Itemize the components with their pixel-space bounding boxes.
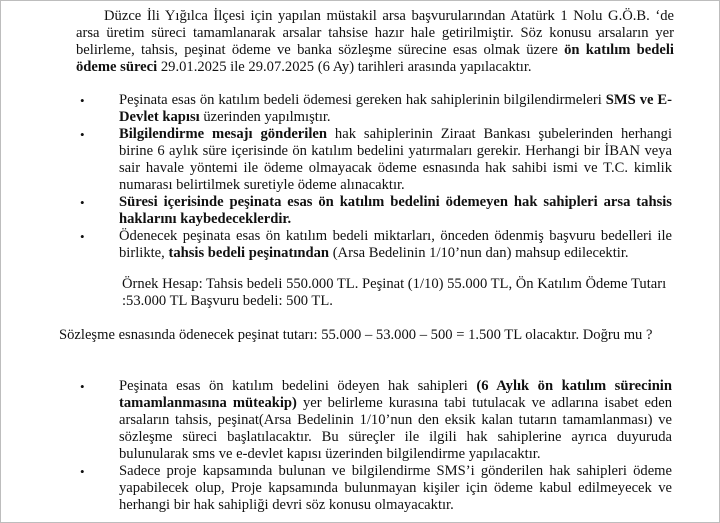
bullet-icon: • — [80, 464, 85, 479]
item-text: Ödenecek peşinata esas ön katılım bedeli miktarları, önceden ödenmiş başvuru bedelleri ile birlikte, — [119, 228, 672, 261]
item-text: Sadece proje kapsamında bulunan ve bilgilendirme SMS’i gönderilen hak sahipleri ödeme yapabilecek olup, Proje kapsamında bulunmayan kişiler için ödeme kabul edilmeyecek ve herhangi bir hak sahipliği devri söz konusu olmayacaktır. — [119, 463, 672, 513]
item-bold: Süresi içerisinde peşinata esas ön katılım bedelini ödemeyen hak sahipleri arsa tahsis haklarını kaybedeceklerdir. — [119, 194, 672, 227]
item-text: Peşinata esas ön katılım bedelini ödeyen hak sahipleri — [119, 378, 477, 394]
item-bold: SMS ve E-Devlet kapısı — [119, 92, 673, 125]
list-item — [80, 92, 672, 126]
item-bold: (6 Aylık ön katılım sürecinin tamamlanmasına müteakip) — [119, 378, 672, 411]
list-item — [80, 378, 672, 463]
example-calculation: Örnek Hesap: Tahsis bedeli 550.000 TL. Peşinat (1/10) 55.000 TL, Ön Katılım Ödeme Tutarı :53.000 TL Başvuru bedeli: 500 TL. — [122, 276, 667, 309]
list-item — [80, 126, 672, 194]
bullet-icon: • — [80, 379, 85, 394]
item-text: hak sahiplerinin Ziraat Bankası şubelerinden herhangi birine 6 aylık süre içerisinde ön katılım bedelini yatırmaları gerekir. Herhangi bir İBAN veya sair havale yöntemi ile ödeme olmayacak ödeme esnasında hak sahibi ismi ve T.C. kimlik numarası belirtilmek suretiyle ödeme alınacaktır. — [119, 126, 673, 193]
list-item — [80, 228, 672, 262]
item-text: üzerinden yapılmıştır. — [199, 109, 331, 125]
intro-text-1: Düzce İli Yığılca İlçesi için yapılan müstakil arsa başvurularından Atatürk 1 Nolu G.Ö.B. ‘de arsa üretim süreci tamamlanarak arsalar tahsise hazır hale getirilmiştir. Söz konusu arsaların yer belirleme, tahsis, peşinat ödeme ve banka sözleşme sürecine esas olmak üzere — [76, 8, 674, 58]
item-text: (Arsa Bedelinin 1/10’nun dan) mahsup edilecektir. — [329, 245, 629, 261]
bullet-list-1 — [80, 92, 672, 262]
bullet-icon: • — [80, 229, 85, 244]
intro-text-2: 29.01.2025 ile 29.07.2025 (6 Ay) tarihleri arasında yapılacaktır. — [157, 59, 532, 75]
item-bold: tahsis bedeli peşinatından — [168, 245, 330, 261]
intro-bold-period: ön katılım bedeli ödeme süreci — [76, 42, 674, 75]
item-text: Peşinata esas ön katılım bedeli ödemesi gereken hak sahiplerinin bilgilendirmeleri — [119, 92, 606, 108]
bullet-icon: • — [80, 195, 85, 210]
bullet-icon: • — [80, 127, 85, 142]
list-item — [80, 463, 672, 514]
bullet-list-2 — [80, 378, 672, 514]
bullet-icon: • — [80, 93, 85, 108]
item-bold: Bilgilendirme mesajı gönderilen — [119, 126, 327, 142]
question-line: Sözleşme esnasında ödenecek peşinat tutarı: 55.000 – 53.000 – 500 = 1.500 TL olacaktır. Doğru mu ? — [59, 327, 653, 343]
intro-paragraph — [76, 8, 674, 76]
item-text: yer belirleme kurasına tabi tutulacak ve adlarına isabet eden arsaların tahsis, peşinat(Arsa Bedelinin 1/10’nun den eksik kalan tutarın tamamlanması) ve sözleşme süreci başlatılacaktır. Bu süreçler ile ilgili hak sahiplerine ayrıca duyuruda bulunularak sms ve e-devlet kapısı üzerinden bilgilendirme yapılacaktır. — [119, 395, 672, 462]
list-item — [80, 194, 672, 228]
